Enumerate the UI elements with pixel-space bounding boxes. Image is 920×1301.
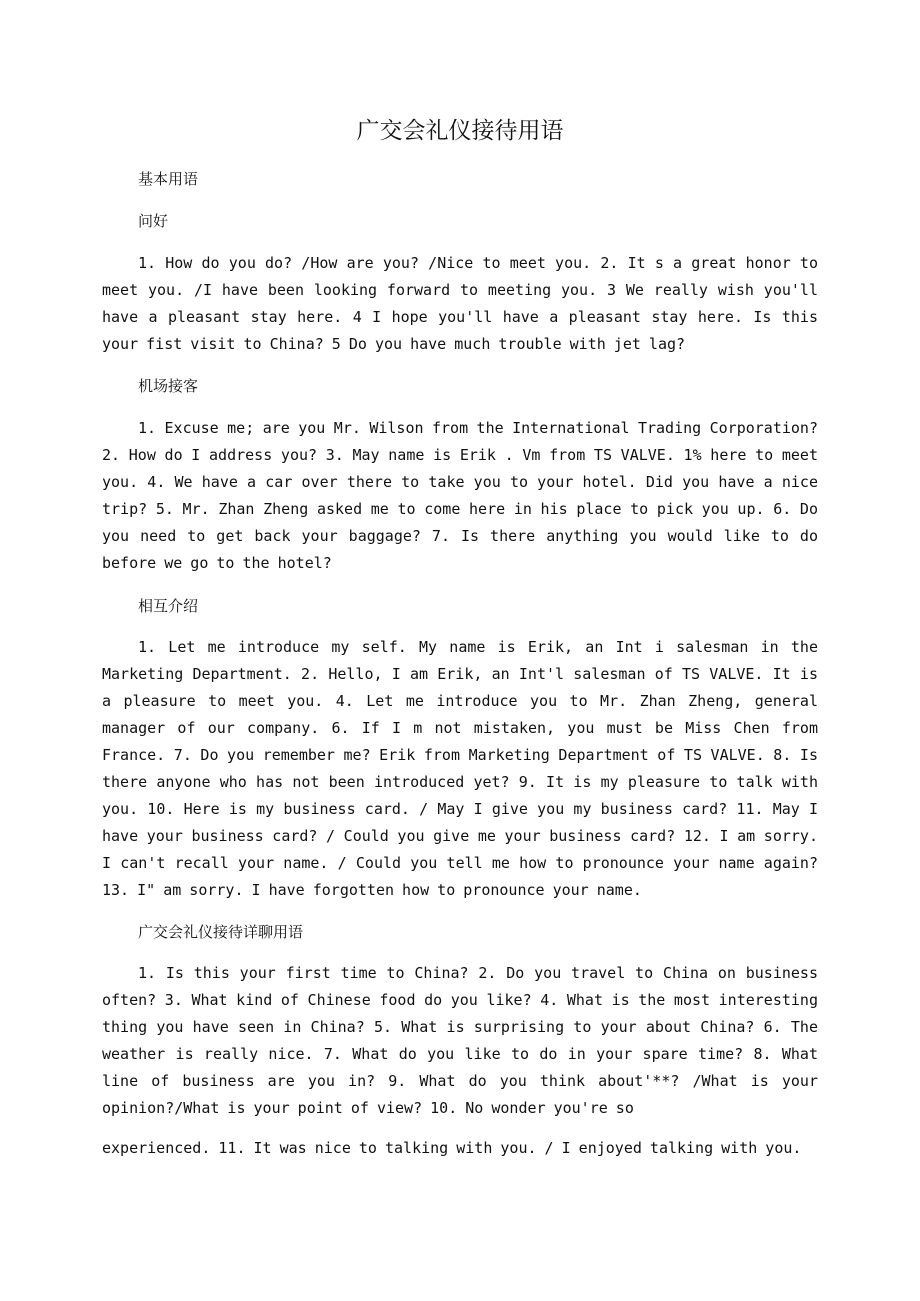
- paragraph-small-talk: 1. Is this your first time to China? 2. Do you travel to China on business often? 3. What kind of Chinese food do you like? 4. What is the most interesting thing you have seen in China? 5. What is surprising to your about China? 6. The weather is really nice. 7. What do you like to do in your spare time? 8. What line of business are you in? 9. What do you think about'**? /What is your opinion?/What is your point of view? 10. No wonder you're so: [102, 964, 818, 1117]
- section-heading-introductions: 相互介绍: [138, 597, 199, 615]
- paragraph-airport-pickup: 1. Excuse me; are you Mr. Wilson from the International Trading Corporation? 2. How do I address you? 3. May name is Erik . Vm from TS VALVE. 1% here to meet you. 4. We have a car over there to take you to your hotel. Did you have a nice trip? 5. Mr. Zhan Zheng asked me to come here in his place to pick you up. 6. Do you need to get back your baggage? 7. Is there anything you would like to do before we go to the hotel?: [102, 419, 818, 572]
- section-heading-greetings: 问好: [138, 212, 169, 230]
- paragraph-greetings: 1. How do you do? /How are you? /Nice to meet you. 2. It s a great honor to meet you. /I have been looking forward to meeting you. 3 We really wish you'll have a pleasant stay here. 4 I hope you'll have a pleasant stay here. Is this your fist visit to China? 5 Do you have much trouble with jet lag?: [102, 254, 818, 353]
- section-heading-basic-phrases: 基本用语: [138, 170, 199, 188]
- section-heading-airport-pickup: 机场接客: [138, 377, 199, 395]
- document-title: 广交会礼仪接待用语: [356, 118, 564, 144]
- section-heading-small-talk: 广交会礼仪接待详聊用语: [138, 923, 304, 941]
- paragraph-small-talk-continued: experienced. 11. It was nice to talking with you. / I enjoyed talking with you.: [102, 1139, 802, 1157]
- paragraph-introductions: 1. Let me introduce my self. My name is Erik, an Int i salesman in the Marketing Department. 2. Hello, I am Erik, an Int'l salesman of TS VALVE. It is a pleasure to meet you. 4. Let me introduce you to Mr. Zhan Zheng, general manager of our company. 6. If I m not mistaken, you must be Miss Chen from France. 7. Do you remember me? Erik from Marketing Department of TS VALVE. 8. Is there anyone who has not been introduced yet? 9. It is my pleasure to talk with you. 10. Here is my business card. / May I give you my business card? 11. May I have your business card? / Could you give me your business card? 12. I am sorry. I can't recall your name. / Could you tell me how to pronounce your name again? 13. I" am sorry. I have forgotten how to pronounce your name.: [102, 638, 818, 899]
